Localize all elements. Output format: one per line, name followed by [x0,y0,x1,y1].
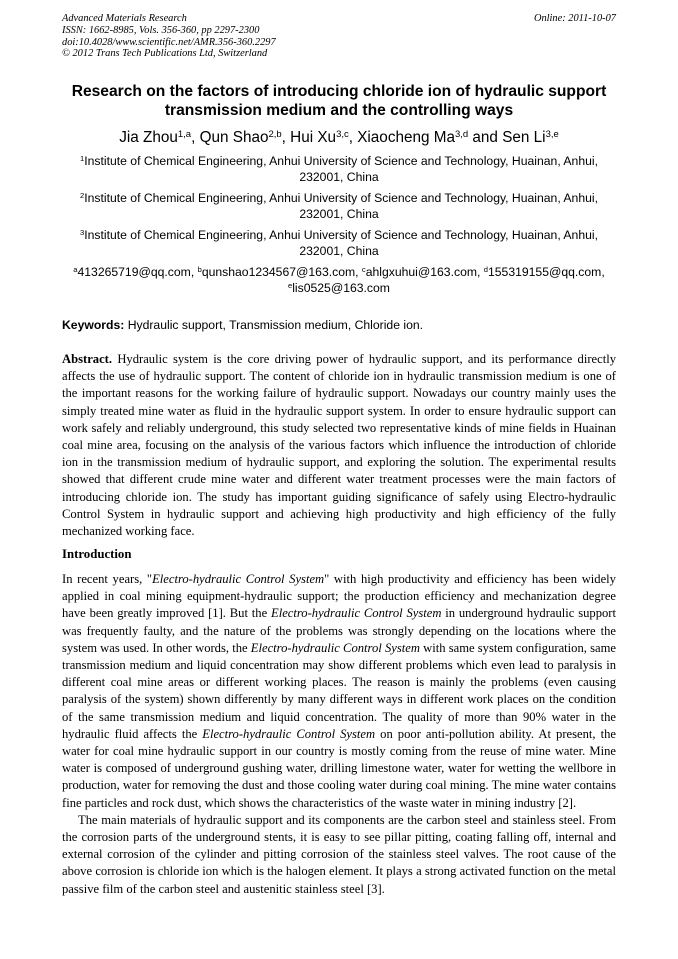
email-list: $^a$413265719@qq.com, $^b$qunshao1234567@163.com, $^c$ahlgxuhui@163.com, $^d$155319155@qq.com, $^e$lis0525@163.com [73,264,605,295]
affiliation-1: $^1$Institute of Chemical Engineering, Anhui University of Science and Technology, Huainan, Anhui, 232001, China [80,153,598,184]
email[interactable]: $^d$155319155@qq.com [483,264,602,279]
author: Sen Li$^{3,e}$ [502,128,559,146]
email[interactable]: $^b$qunshao1234567@163.com [197,264,356,279]
abstract [62,351,616,540]
section-heading-introduction: Introduction [62,547,132,561]
affiliation-3: $^3$Institute of Chemical Engineering, Anhui University of Science and Technology, Huainan, Anhui, 232001, China [80,227,598,258]
author: Hui Xu$^{3,c}$, [290,128,358,146]
paper-title: Research on the factors of introducing chloride ion of hydraulic support transmission medium and the controlling ways [71,83,607,119]
keywords [62,317,616,333]
email[interactable]: $^e$lis0525@163.com [288,280,390,295]
online-date: Online: 2011-10-07 [533,13,616,24]
author: Xiaocheng Ma$^{3,d}$ and [357,128,503,146]
author-list [40,128,638,148]
author: Qun Shao$^{2,b}$, [199,128,291,146]
affiliation-2: $^2$Institute of Chemical Engineering, Anhui University of Science and Technology, Huainan, Anhui, 232001, China [80,190,598,221]
doi-line: doi:10.4028/www.scientific.net/AMR.356-360.2297 [62,36,276,48]
journal-name: Advanced Materials Research [62,13,187,24]
introduction-body [62,571,616,898]
email[interactable]: $^c$ahlgxuhui@163.com [361,264,477,279]
abstract-label: Abstract. [62,352,113,366]
author: Jia Zhou$^{1,a}$, [119,128,200,146]
issn-line: ISSN: 1662-8985, Vols. 356-360, pp 2297-2300 [62,24,260,36]
keywords-text: Hydraulic support, Transmission medium, Chloride ion. [124,318,424,332]
introduction-paragraph-2: The main materials of hydraulic support and its components are the carbon steel and stainless steel. From the corrosion parts of the underground stents, it is easy to see pillar pitting, coating falling off, internal and external corrosion of the cylinder and pitting corrosion of the stainless steel valves. The root cause of the above corrosion is chloride ion which is the halogen element. It plays a strong activated function on the metal passive film of the carbon steel and austenitic stainless steel [3]. [62,812,616,896]
keywords-label: Keywords: [62,318,125,332]
copyright-line: © 2012 Trans Tech Publications Ltd, Switzerland [62,48,268,60]
email[interactable]: $^a$413265719@qq.com [73,264,191,279]
abstract-text: Hydraulic system is the core driving power of hydraulic support, and its performance directly affects the use of hydraulic support. The content of chloride ion in hydraulic transmission medium is one of the important reasons for the working failure of hydraulic support. Nowadays our country mainly uses the simply treated mine water as fluid in the hydraulic support system. In order to ensure hydraulic support can work safely and reliably underground, this study selected two representative kinds of mine fields in Huainan coal mine area, focusing on the analysis of the various factors which influence the introduction of chloride ion in the transmission medium of hydraulic support, and exploring the solution. The experimental results showed that different crude mine water and different water treatment processes were the main factors of introducing chloride ion. The study has important guiding significance of safely using Electro-hydraulic Control System in hydraulic support and achieving high productivity and high efficiency of the fully mechanized working face. [62,352,616,539]
journal-header [62,13,616,60]
introduction-paragraph-1: In recent years, "Electro-hydraulic Control System" with high productivity and efficiency has been widely applied in coal mining equipment-hydraulic support; the production efficiency and mechanization degree have been greatly improved [1]. But the Electro-hydraulic Control System in underground hydraulic support was frequently faulty, and the nature of the problems was strongly depending on the locations where the system was used. In other words, the Electro-hydraulic Control System with same system configuration, same transmission medium and liquid concentration may show different problems which even lead to paralysis in different coal mine areas or different working places. The reason is mainly the problems (even causing paralysis of the system) shown differently by many different ways in different work places on the condition of the same transmission medium and liquid concentration. The quality of more than 90% water in the hydraulic fluid affects the Electro-hydraulic Control System on poor anti-pollution ability. At present, the water for coal mine hydraulic support in our country is mostly coming from the reuse of mine water. Mine water is composed of underground gushing water, drilling limestone water, water for wetting the wellbore in production, water for removing the dust and those cooling water during coal mining. The mine water contains fine particles and rock dust, which shows the characteristics of the waste water in mining industry [2]. [62,572,616,810]
